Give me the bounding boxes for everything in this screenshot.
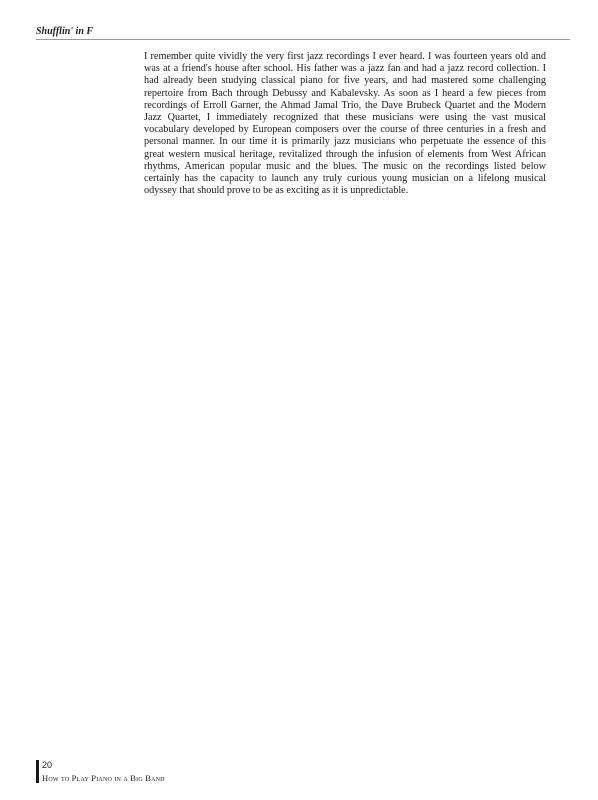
header-rule — [36, 39, 570, 40]
book-title: How to Play Piano in a Big Band — [42, 773, 165, 783]
page-number: 20 — [42, 760, 53, 770]
footer-bar — [36, 760, 39, 783]
running-head: Shufflin' in F — [36, 26, 94, 37]
body-paragraph: I remember quite vividly the very first jazz recordings I ever heard. I was fourteen years old and was at a friend's house after school. His father was a jazz fan and had a jazz record collection. I had already been studying classical piano for five years, and had mastered some challenging repertoire from Bach through Debussy and Kabalevsky. As soon as I heard a few pieces from recordings of Erroll Garner, the Ahmad Jamal Trio, the Dave Brubeck Quartet and the Modern Jazz Quartet, I immediately recognized that these musicians were using the vast musical vocabulary developed by European composers over the course of three centuries in a fresh and personal manner. In our time it is primarily jazz musicians who perpetuate the essence of this great western musical heritage, revitalized through the infusion of elements from West African rhythms, American popular music and the blues. The music on the recordings listed below certainly has the capacity to launch any truly curious young musician on a lifelong musical odyssey that should prove to be as exciting as it is unpredictable. — [144, 51, 546, 197]
